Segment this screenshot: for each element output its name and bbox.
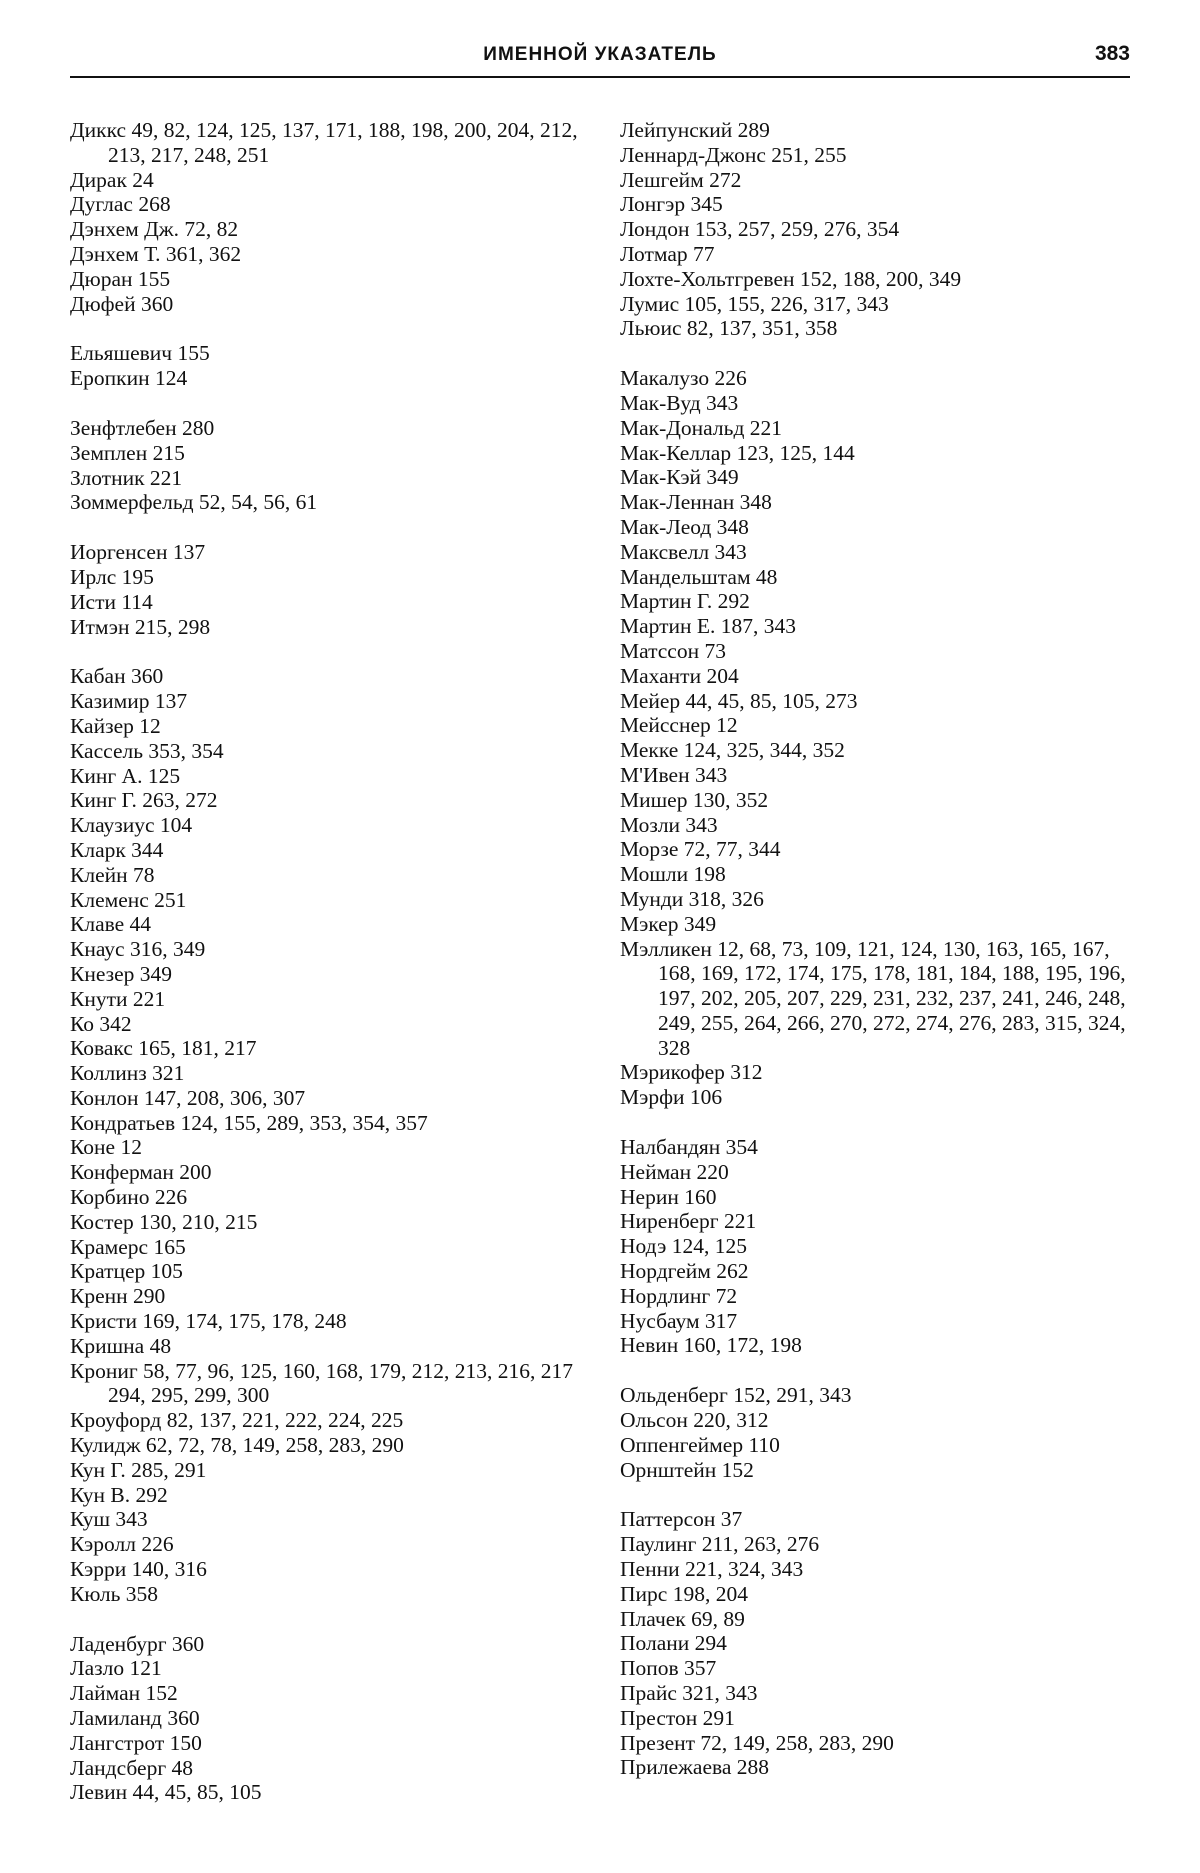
index-entry: Клаузиус 104	[70, 813, 193, 838]
index-entry: Плачек 69, 89	[620, 1606, 745, 1631]
index-entry: Паттерсон 37	[620, 1507, 743, 1532]
index-entry: Земплен 215	[70, 440, 185, 465]
index-entry: Мейер 44, 45, 85, 105, 273	[620, 688, 858, 713]
index-entry: Крамерс 165	[70, 1234, 186, 1259]
running-head	[70, 36, 1130, 78]
index-letter-group	[70, 341, 600, 391]
index-entry: Мошли 198	[620, 862, 726, 887]
index-entry: Ковакс 165, 181, 217	[70, 1036, 257, 1061]
index-entry: Кларк 344	[70, 837, 164, 862]
index-entry: Дэнхем Дж. 72, 82	[70, 217, 239, 242]
index-entry: Мэрфи 106	[620, 1085, 723, 1110]
index-entry: Клейн 78	[70, 862, 155, 887]
index-entry: Дэнхем Т. 361, 362	[70, 241, 242, 266]
index-entry: Нодэ 124, 125	[620, 1234, 747, 1259]
index-entry: Куш 343	[70, 1507, 148, 1532]
index-entry: Крониг 58, 77, 96, 125, 160, 168, 179, 212, 213, 216, 217 294, 295, 299, 300	[70, 1358, 574, 1408]
index-entry: Пирс 198, 204	[620, 1581, 748, 1606]
index-entry: Лонгэр 345	[620, 192, 723, 217]
index-entry: Лохте-Хольтгревен 152, 188, 200, 349	[620, 266, 962, 291]
running-title: ИМЕННОЙ УКАЗАТЕЛЬ	[483, 44, 717, 65]
index-entry: Матссон 73	[620, 638, 726, 663]
index-entry: Казимир 137	[70, 689, 188, 714]
index-entry: Мартин Г. 292	[620, 589, 750, 614]
index-entry: Кулидж 62, 72, 78, 149, 258, 283, 290	[70, 1433, 404, 1458]
index-entry: Лондон 153, 257, 259, 276, 354	[620, 217, 900, 242]
index-entry: Ольсон 220, 312	[620, 1408, 769, 1433]
index-entry: Мекке 124, 325, 344, 352	[620, 738, 845, 763]
index-entry: Кришна 48	[70, 1333, 172, 1358]
index-entry: Кренн 290	[70, 1284, 166, 1309]
index-entry: Макалузо 226	[620, 366, 747, 391]
index-entry: Ирлс 195	[70, 564, 154, 589]
index-entry: Мозли 343	[620, 812, 718, 837]
index-column-right	[620, 118, 1140, 1805]
index-entry: Кун В. 292	[70, 1482, 168, 1507]
index-entry: Лешгейм 272	[620, 167, 742, 192]
index-entry: Леннард-Джонс 251, 255	[620, 142, 847, 167]
index-entry: Коне 12	[70, 1135, 142, 1160]
index-entry: Кэрри 140, 316	[70, 1557, 207, 1582]
index-entry: Кун Г. 285, 291	[70, 1457, 207, 1482]
index-entry: Кратцер 105	[70, 1259, 183, 1284]
index-entry: Полани 294	[620, 1631, 727, 1656]
index-entry: Зоммерфельд 52, 54, 56, 61	[70, 490, 318, 515]
index-letter-group	[620, 118, 1140, 341]
index-entry: Кэролл 226	[70, 1532, 174, 1557]
index-entry: Кнезер 349	[70, 961, 173, 986]
index-entry: Невин 160, 172, 198	[620, 1333, 802, 1358]
index-entry: Дюран 155	[70, 266, 171, 291]
index-entry: Паулинг 211, 263, 276	[620, 1532, 820, 1557]
index-entry: Ниренберг 221	[620, 1209, 757, 1234]
index-letter-group	[620, 366, 1140, 1110]
index-entry: Престон 291	[620, 1705, 735, 1730]
index-entry: Максвелл 343	[620, 539, 747, 564]
index-entry: Кинг А. 125	[70, 763, 181, 788]
index-entry: Кнаус 316, 349	[70, 937, 206, 962]
index-entry: Лангстрот 150	[70, 1730, 202, 1755]
index-letter-group	[70, 1632, 600, 1806]
index-entry: Ладенбург 360	[70, 1631, 205, 1656]
index-entry: Лотмар 77	[620, 241, 715, 266]
index-entry: Ландсберг 48	[70, 1755, 194, 1780]
index-entry: Налбандян 354	[620, 1135, 758, 1160]
index-entry: Костер 130, 210, 215	[70, 1209, 258, 1234]
index-entry: Льюис 82, 137, 351, 358	[620, 316, 838, 341]
index-entry: Мак-Дональд 221	[620, 415, 783, 440]
index-entry: Мак-Кэй 349	[620, 465, 739, 490]
index-entry: Ольденберг 152, 291, 343	[620, 1383, 852, 1408]
index-column-left	[70, 118, 600, 1830]
index-entry: Кондратьев 124, 155, 289, 353, 354, 357	[70, 1110, 428, 1135]
index-entry: Кинг Г. 263, 272	[70, 788, 218, 813]
index-entry: Кабан 360	[70, 664, 164, 689]
index-entry: Нерин 160	[620, 1184, 717, 1209]
index-entry: Конферман 200	[70, 1160, 212, 1185]
index-entry: Попов 357	[620, 1656, 717, 1681]
index-entry: Дирак 24	[70, 167, 154, 192]
index-entry: Клаве 44	[70, 912, 152, 937]
index-entry: Мэлликен 12, 68, 73, 109, 121, 124, 130, 163, 165, 167, 168, 169, 172, 174, 175, 178, 181, 184, 188, 195, 196, 197, 202, 205, 207, 229, 231, 232, 237, 241, 246, 248, 249, 255, 264, 266, 270, 272, 274, 276, 283, 315, 324, 328	[620, 936, 1126, 1060]
index-entry: Прайс 321, 343	[620, 1681, 758, 1706]
index-entry: Нордлинг 72	[620, 1283, 738, 1308]
index-entry: Мак-Леод 348	[620, 514, 749, 539]
index-entry: Презент 72, 149, 258, 283, 290	[620, 1730, 894, 1755]
index-entry: Ко 342	[70, 1011, 132, 1036]
index-entry: Ельяшевич 155	[70, 341, 210, 366]
index-entry: Кайзер 12	[70, 713, 161, 738]
index-letter-group	[70, 416, 600, 515]
index-entry: Кассель 353, 354	[70, 738, 224, 763]
index-entry: Кроуфорд 82, 137, 221, 222, 224, 225	[70, 1408, 404, 1433]
index-letter-group	[620, 1135, 1140, 1358]
index-entry: Клеменс 251	[70, 887, 187, 912]
index-entry: Оппенгеймер 110	[620, 1432, 780, 1457]
index-entry: М'Ивен 343	[620, 762, 728, 787]
index-entry: Корбино 226	[70, 1185, 188, 1210]
index-entry: Маханти 204	[620, 663, 739, 688]
index-entry: Левин 44, 45, 85, 105	[70, 1780, 262, 1805]
index-entry: Мандельштам 48	[620, 564, 778, 589]
index-entry: Мартин Е. 187, 343	[620, 614, 797, 639]
index-letter-group	[70, 664, 600, 1606]
index-entry: Мейсснер 12	[620, 713, 738, 738]
index-letter-group	[620, 1383, 1140, 1482]
index-entry: Нусбаум 317	[620, 1308, 738, 1333]
index-entry: Дуглас 268	[70, 192, 171, 217]
index-entry: Мэкер 349	[620, 911, 717, 936]
page-number: 383	[1094, 42, 1130, 65]
index-entry: Дюфей 360	[70, 291, 174, 316]
index-entry: Конлон 147, 208, 306, 307	[70, 1085, 306, 1110]
index-letter-group	[70, 540, 600, 639]
index-entry: Мэрикофер 312	[620, 1060, 763, 1085]
index-entry: Мунди 318, 326	[620, 886, 764, 911]
index-entry: Орнштейн 152	[620, 1457, 754, 1482]
index-entry: Лейпунский 289	[620, 118, 770, 142]
index-entry: Пенни 221, 324, 343	[620, 1557, 804, 1582]
index-entry: Нордгейм 262	[620, 1259, 749, 1284]
index-entry: Мак-Леннан 348	[620, 490, 772, 515]
index-entry: Коллинз 321	[70, 1061, 185, 1086]
index-entry: Ламиланд 360	[70, 1706, 200, 1731]
index-letter-group	[70, 118, 600, 316]
index-letter-group	[620, 1507, 1140, 1780]
index-entry: Кнути 221	[70, 986, 166, 1011]
index-entry: Нейман 220	[620, 1159, 729, 1184]
index-entry: Еропкин 124	[70, 366, 188, 391]
index-entry: Морзе 72, 77, 344	[620, 837, 781, 862]
index-entry: Кюль 358	[70, 1581, 159, 1606]
index-entry: Лумис 105, 155, 226, 317, 343	[620, 291, 889, 316]
index-entry: Кристи 169, 174, 175, 178, 248	[70, 1309, 347, 1334]
index-entry: Прилежаева 288	[620, 1755, 770, 1780]
index-entry: Исти 114	[70, 589, 153, 614]
index-entry: Итмэн 215, 298	[70, 614, 211, 639]
index-entry: Лазло 121	[70, 1656, 162, 1681]
index-entry: Мак-Келлар 123, 125, 144	[620, 440, 855, 465]
index-entry: Лайман 152	[70, 1681, 178, 1706]
index-entry: Мишер 130, 352	[620, 787, 769, 812]
index-entry: Злотник 221	[70, 465, 183, 490]
index-entry: Иоргенсен 137	[70, 540, 206, 565]
index-entry: Диккс 49, 82, 124, 125, 137, 171, 188, 198, 200, 204, 212, 213, 217, 248, 251	[70, 118, 578, 167]
index-entry: Зенфтлебен 280	[70, 415, 215, 440]
index-entry: Мак-Вуд 343	[620, 390, 739, 415]
